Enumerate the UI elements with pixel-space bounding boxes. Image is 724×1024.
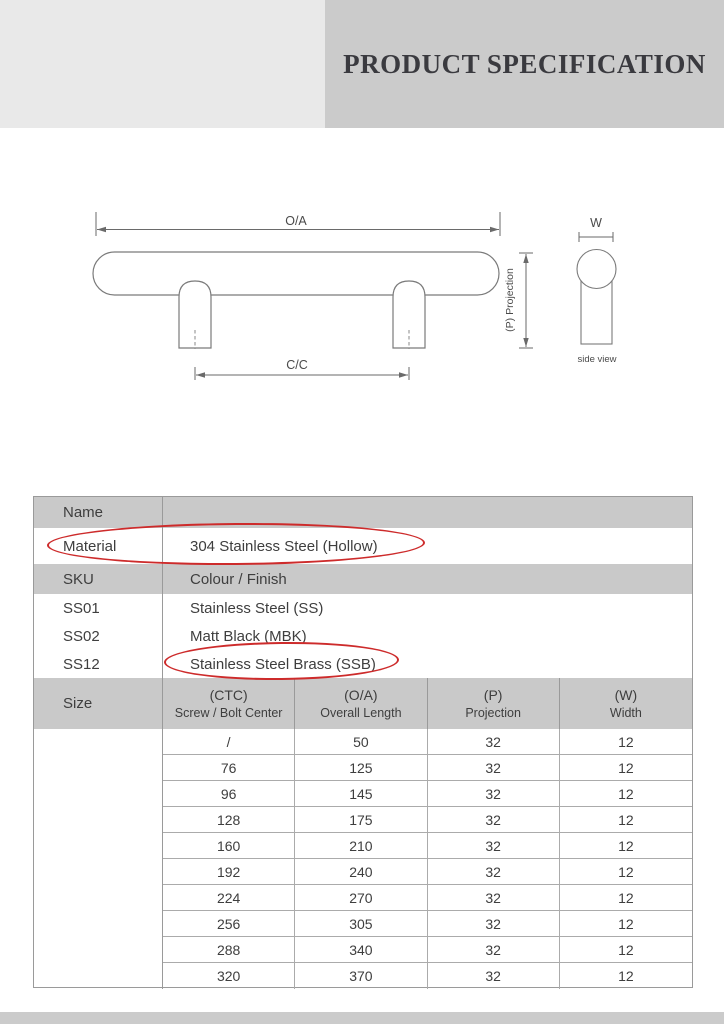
sku-list bbox=[34, 594, 692, 678]
size-cell: 305 bbox=[295, 911, 427, 936]
side-view-circle bbox=[577, 250, 616, 289]
sku-row bbox=[34, 594, 692, 622]
size-cell: 288 bbox=[163, 937, 295, 962]
size-row bbox=[163, 911, 692, 937]
size-cell: 12 bbox=[618, 837, 634, 854]
size-cell: 256 bbox=[163, 911, 295, 936]
size-cell: 370 bbox=[295, 963, 427, 989]
sku-header-row bbox=[34, 564, 692, 594]
size-cell: 12 bbox=[618, 941, 634, 958]
sku-code: SS01 bbox=[34, 594, 163, 622]
size-cell: 240 bbox=[295, 859, 427, 884]
spec-table bbox=[33, 496, 693, 988]
material-value: 304 Stainless Steel (Hollow) bbox=[190, 537, 378, 555]
sku-row bbox=[34, 650, 692, 678]
front-view bbox=[93, 212, 533, 380]
sku-code: SS12 bbox=[34, 650, 163, 678]
size-cell: 320 bbox=[163, 963, 295, 989]
size-column-header-w: (W) Width bbox=[609, 686, 642, 720]
size-cell: 270 bbox=[295, 885, 427, 910]
size-cell: 32 bbox=[428, 755, 560, 780]
size-cell: 12 bbox=[618, 915, 634, 932]
size-cell: 12 bbox=[618, 968, 634, 984]
size-cell: 50 bbox=[295, 729, 427, 754]
size-cell: 12 bbox=[618, 759, 634, 776]
sku-row bbox=[34, 622, 692, 650]
name-row bbox=[34, 497, 692, 528]
material-label: Material bbox=[34, 528, 163, 564]
size-row bbox=[163, 885, 692, 911]
page-title: PRODUCT SPECIFICATION bbox=[343, 48, 706, 79]
size-column-header-oa: (O/A) Overall Length bbox=[295, 678, 427, 729]
size-cell: 192 bbox=[163, 859, 295, 884]
size-cell: 125 bbox=[295, 755, 427, 780]
material-row bbox=[34, 528, 692, 564]
size-header-row bbox=[34, 678, 692, 729]
header-right-panel bbox=[325, 0, 724, 128]
side-view-label: side view bbox=[577, 354, 617, 365]
size-cell: 12 bbox=[618, 889, 634, 906]
size-cell: 12 bbox=[618, 863, 634, 880]
size-row bbox=[163, 807, 692, 833]
size-label: Size bbox=[34, 678, 163, 729]
size-row bbox=[163, 781, 692, 807]
handle-bar bbox=[93, 252, 499, 295]
size-cell: 32 bbox=[428, 859, 560, 884]
size-cell: 32 bbox=[428, 729, 560, 754]
size-cell: 96 bbox=[163, 781, 295, 806]
size-cell: 32 bbox=[428, 781, 560, 806]
size-row bbox=[163, 833, 692, 859]
size-row bbox=[163, 963, 692, 989]
projection-label: (P) Projection bbox=[504, 268, 516, 332]
size-cell: 32 bbox=[428, 833, 560, 858]
size-column-header-p: (P) Projection bbox=[428, 678, 560, 729]
size-cell: 32 bbox=[428, 885, 560, 910]
size-cell: 32 bbox=[428, 937, 560, 962]
size-column-header-ctc: (CTC) Screw / Bolt Center bbox=[163, 678, 295, 729]
header-left-panel bbox=[0, 0, 325, 128]
width-label: W bbox=[590, 216, 602, 230]
name-value bbox=[163, 497, 692, 528]
oa-label: O/A bbox=[285, 214, 307, 228]
width-dimension bbox=[579, 232, 613, 242]
sku-label: SKU bbox=[34, 564, 163, 594]
size-cell: 210 bbox=[295, 833, 427, 858]
size-cell: 32 bbox=[428, 807, 560, 832]
size-row bbox=[163, 859, 692, 885]
size-row bbox=[163, 755, 692, 781]
bottom-bar bbox=[0, 1012, 724, 1024]
size-spacer-cell bbox=[34, 729, 163, 989]
size-cell: 12 bbox=[618, 811, 634, 828]
size-cell: 175 bbox=[295, 807, 427, 832]
size-cell: 32 bbox=[428, 963, 560, 989]
size-cell: 12 bbox=[618, 785, 634, 802]
size-cell: 160 bbox=[163, 833, 295, 858]
size-table-body bbox=[34, 729, 692, 989]
size-row bbox=[163, 937, 692, 963]
size-cell: 128 bbox=[163, 807, 295, 832]
sku-code: SS02 bbox=[34, 622, 163, 650]
sku-value: Colour / Finish bbox=[190, 570, 287, 588]
size-cell: 12 bbox=[618, 733, 634, 750]
projection-dimension bbox=[519, 253, 533, 348]
size-cell: 340 bbox=[295, 937, 427, 962]
side-view bbox=[577, 216, 617, 365]
sku-finish: Stainless Steel (SS) bbox=[190, 599, 324, 617]
size-cell: 224 bbox=[163, 885, 295, 910]
cc-label: C/C bbox=[286, 358, 308, 372]
name-label: Name bbox=[34, 497, 163, 528]
size-cell: 76 bbox=[163, 755, 295, 780]
size-cell: / bbox=[163, 729, 295, 754]
technical-diagram bbox=[0, 195, 724, 380]
size-row bbox=[163, 729, 692, 755]
size-cell: 145 bbox=[295, 781, 427, 806]
sku-finish: Stainless Steel Brass (SSB) bbox=[190, 655, 376, 673]
size-cell: 32 bbox=[428, 911, 560, 936]
sku-finish: Matt Black (MBK) bbox=[190, 627, 307, 645]
